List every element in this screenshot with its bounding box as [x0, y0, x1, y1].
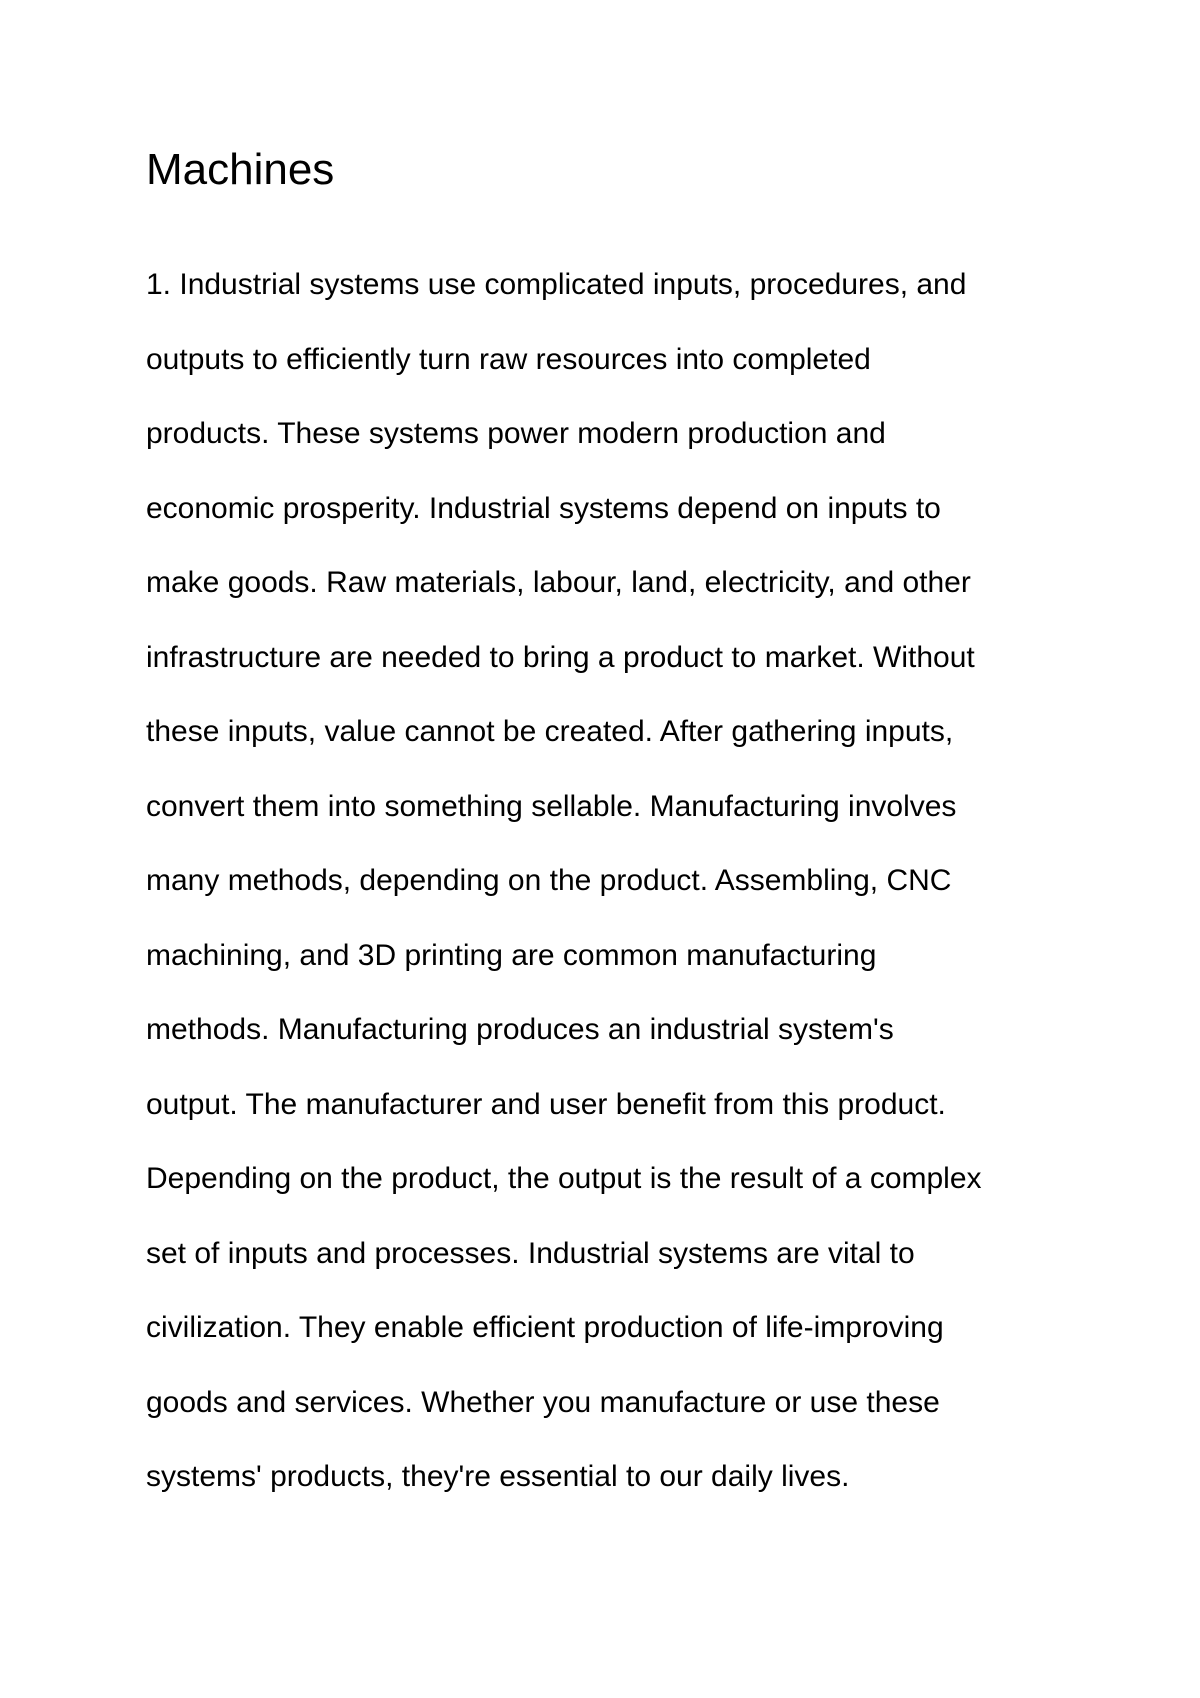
paragraph-line: Depending on the product, the output is the result of a complex [146, 1162, 982, 1195]
paragraph-line: convert them into something sellable. Manufacturing involves [146, 789, 957, 823]
paragraph-line: set of inputs and processes. Industrial systems are vital to [146, 1236, 915, 1270]
document-paragraph [146, 248, 1106, 1515]
paragraph-line: outputs to efficiently turn raw resources into completed [146, 342, 871, 376]
paragraph-line: machining, and 3D printing are common manufacturing [146, 938, 877, 972]
paragraph-line: systems' products, they're essential to our daily lives. [146, 1460, 850, 1493]
paragraph-line: goods and services. Whether you manufacture or use these [146, 1385, 940, 1419]
paragraph-line: output. The manufacturer and user benefit from this product. [146, 1087, 946, 1121]
paragraph-line: 1. Industrial systems use complicated inputs, procedures, and [146, 268, 967, 301]
paragraph-line: products. These systems power modern production and [146, 417, 886, 450]
paragraph-line: infrastructure are needed to bring a product to market. Without [146, 640, 975, 674]
paragraph-line: methods. Manufacturing produces an industrial system's [146, 1013, 894, 1046]
paragraph-line: economic prosperity. Industrial systems depend on inputs to [146, 491, 941, 525]
paragraph-line: many methods, depending on the product. Assembling, CNC [146, 864, 952, 897]
paragraph-line: these inputs, value cannot be created. After gathering inputs, [146, 715, 954, 748]
paragraph-line: make goods. Raw materials, labour, land, electricity, and other [146, 566, 971, 599]
document-title: Machines [146, 145, 335, 194]
paragraph-line: civilization. They enable efficient production of life-improving [146, 1311, 944, 1344]
